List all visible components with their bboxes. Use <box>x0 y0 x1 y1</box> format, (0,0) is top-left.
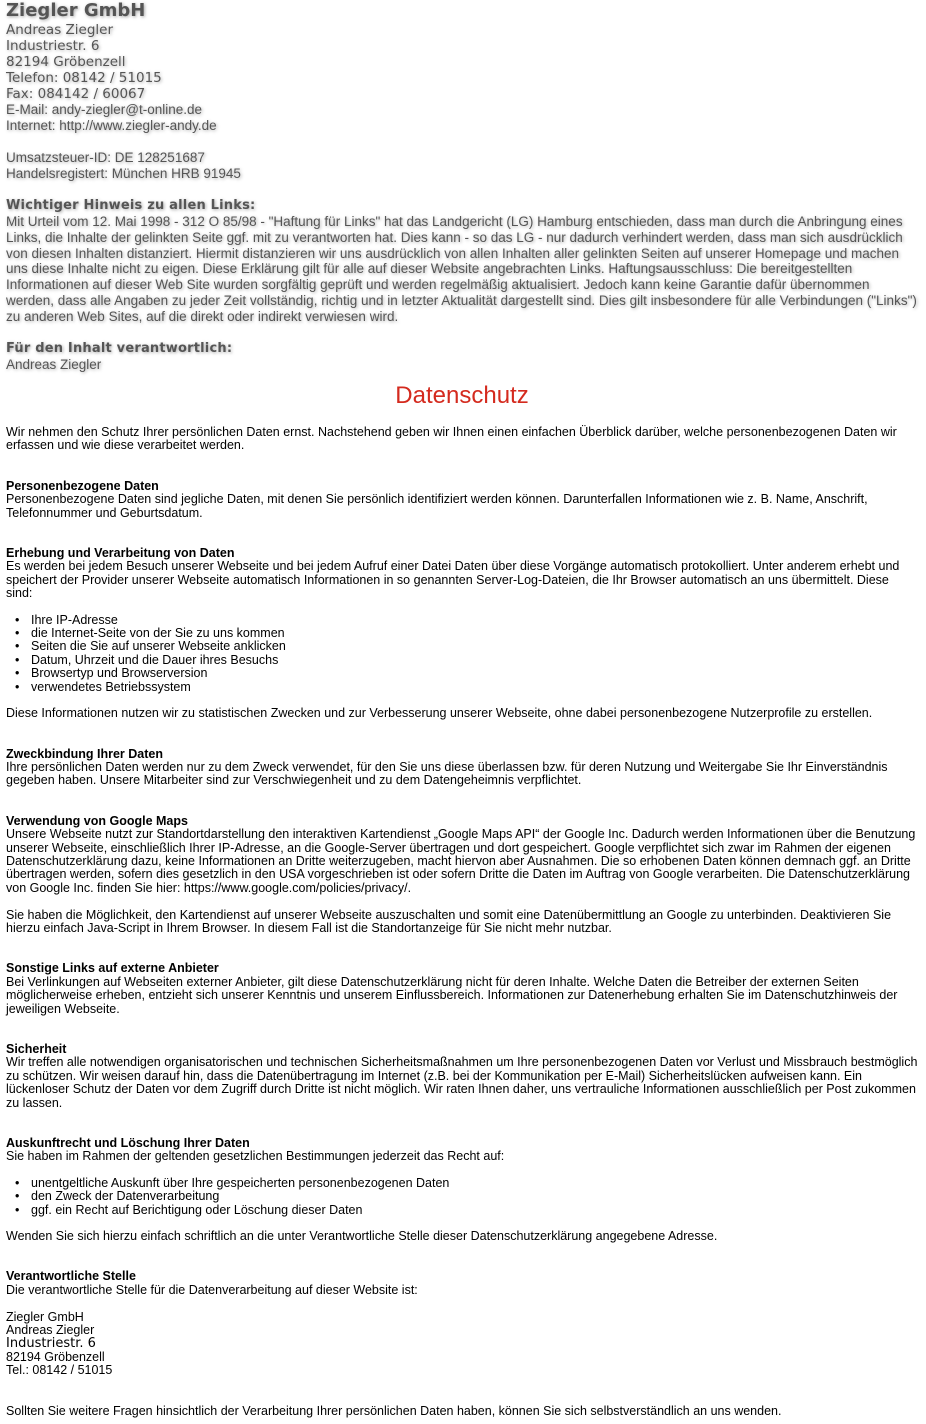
controller-city: 82194 Gröbenzell <box>6 1349 105 1364</box>
contact-name: Andreas Ziegler <box>6 22 113 38</box>
privacy-section <box>6 380 918 1418</box>
section-text: Ihre persönlichen Daten werden nur zu dem Zweck verwendet, für den Sie uns diese überlassen bzw. für deren Nutzung und Weitergabe Sie Ihr Einverständnis gegeben haben. Unsere Mitarbeiter sind zur Verschwiegenheit und zu dem Datengeheimnis verpflichtet. <box>6 759 888 788</box>
section-text: Sie haben im Rahmen der geltenden gesetzlichen Bestimmungen jederzeit das Recht auf: <box>6 1149 505 1164</box>
section-controller <box>6 1270 918 1377</box>
closing-text: Sollten Sie weitere Fragen hinsichtlich der Verarbeitung Ihrer persönlichen Daten haben, können Sie sich selbstverständlich an uns wenden. <box>6 1403 782 1418</box>
city-address: 82194 Gröbenzell <box>6 54 126 70</box>
section-rights <box>6 1137 918 1243</box>
section-text: Sie haben die Möglichkeit, den Kartendienst auf unserer Webseite auszuschalten und somit eine Datenübermittlung an Google zu unterbinden. Deaktivieren Sie hierzu einfach Java-Script in Ihrem Browser. In diesem Fall ist die Standortanzeige für Sie nicht mehr nutzbar. <box>6 907 892 935</box>
section-text: Wir treffen alle notwendigen organisatorischen und technischen Sicherheitsmaßnahmen um Ihre personenbezogenen Daten vor Verlust und Missbrauch bestmöglich zu schützen. Wir weisen darauf hin, dass die Datenübertragung im Internet (z.B. bei der Kommunikation per E-Mail) Sicherheitslücken aufweisen kann. Ein lückenloser Schutz der Daten vor dem Zugriff durch Dritte ist nicht möglich. Wir raten Ihnen daher, uns vertrauliche Informationen ausschließlich per Post zukommen zu lassen. <box>6 1055 918 1110</box>
privacy-heading: Datenschutz <box>395 382 529 409</box>
list-item: • verwendetes Betriebssystem <box>31 681 918 694</box>
section-title: Personenbezogene Daten <box>6 478 159 493</box>
fax-number: Fax: 084142 / 60067 <box>6 86 146 102</box>
internet-address: Internet: http://www.ziegler-andy.de <box>6 118 217 133</box>
section-security <box>6 1043 918 1110</box>
section-text: Unsere Webseite nutzt zur Standortdarstellung den interaktiven Kartendienst „Google Maps API“ der Google Inc. Dadurch werden Informationen über die Benutzung unserer Webseite, einschließlich Ihrer IP-Adresse, an die Google-Server übertragen und dort gespeichert. Google verpflichtet sich zwar im Rahmen der eigenen Datenschutzerklärung dazu, keine Informationen an Dritte weiterzugeben, macht hiervon aber Ausnahmen. Die so erhobenen Daten können demnach ggf. an Dritte übertragen werden, sofern dies gesetzlich in den USA vorgeschrieben ist oder sofern Dritte die Daten im Auftrag von Google verarbeiten. Die Datenschutzerklärung von Google Inc. finden Sie hier: https://www.google.com/policies/privacy/. <box>6 827 916 895</box>
list-item: • ggf. ein Recht auf Berichtigung oder Löschung dieser Daten <box>31 1204 918 1217</box>
email-address: E-Mail: andy-ziegler@t-online.de <box>6 102 203 117</box>
company-name: Ziegler GmbH <box>6 0 146 21</box>
list-item: • den Zweck der Datenverarbeitung <box>31 1190 918 1203</box>
link-notice-title: Wichtiger Hinweis zu allen Links: <box>6 198 256 213</box>
street-address: Industriestr. 6 <box>6 38 100 54</box>
section-text: Die verantwortliche Stelle für die Datenverarbeitung auf dieser Website ist: <box>6 1282 418 1297</box>
rights-list <box>6 1177 918 1217</box>
list-item: • Ihre IP-Adresse <box>31 614 918 627</box>
section-title: Verwendung von Google Maps <box>6 813 188 828</box>
commercial-register: Handelsregistert: München HRB 91945 <box>6 166 241 181</box>
responsible-name: Andreas Ziegler <box>6 356 102 372</box>
section-personal-data <box>6 480 918 520</box>
controller-name: Andreas Ziegler <box>6 1323 95 1338</box>
controller-phone: Tel.: 08142 / 51015 <box>6 1363 113 1378</box>
controller-company: Ziegler GmbH <box>6 1309 84 1324</box>
section-text: Diese Informationen nutzen wir zu statistischen Zwecken und zur Verbesserung unserer Webseite, ohne dabei personenbezogene Nutzerprofile zu erstellen. <box>6 706 873 721</box>
section-text: Wenden Sie sich hierzu einfach schriftlich an die unter Verantwortliche Stelle dieser Datenschutzerklärung angegebene Adresse. <box>6 1229 718 1244</box>
section-text: Es werden bei jedem Besuch unserer Webseite und bei jedem Aufruf einer Datei Daten über diese Vorgänge automatisch protokolliert. Unter anderem erhebt und speichert der Provider unserer Webseite automatisch Informationen in so genannten Server-Log-Dateien, die Ihr Browser automatisch an uns übermittelt. Diese sind: <box>6 559 900 601</box>
controller-street: Industriestr. 6 <box>6 1336 96 1352</box>
list-item: • unentgeltliche Auskunft über Ihre gespeicherten personenbezogenen Daten <box>31 1177 918 1190</box>
list-item: • Datum, Uhrzeit und die Dauer ihres Besuchs <box>31 654 918 667</box>
section-title: Sicherheit <box>6 1041 67 1056</box>
list-item: • Browsertyp und Browserversion <box>31 667 918 680</box>
section-text: Personenbezogene Daten sind jegliche Daten, mit denen Sie persönlich identifiziert werden können. Darunterfallen Informationen wie z. B. Name, Anschrift, Telefonnummer und Geburtsdatum. <box>6 492 868 520</box>
section-title: Auskunftrecht und Löschung Ihrer Daten <box>6 1136 250 1151</box>
collected-data-list <box>6 614 918 694</box>
phone-number: Telefon: 08142 / 51015 <box>6 70 162 86</box>
privacy-intro: Wir nehmen den Schutz Ihrer persönlichen Daten ernst. Nachstehend geben wir Ihnen einen einfachen Überblick darüber, welche personenbezogenen Daten wir erfassen und wie diese verarbeitet werden. <box>6 425 897 453</box>
section-purpose <box>6 748 918 788</box>
list-item: • die Internet-Seite von der Sie zu uns kommen <box>31 627 918 640</box>
section-external-links <box>6 962 918 1016</box>
section-data-collection <box>6 547 918 720</box>
list-item: • Seiten die Sie auf unserer Webseite anklicken <box>31 640 918 653</box>
section-title: Sonstige Links auf externe Anbieter <box>6 961 219 976</box>
imprint-block <box>6 0 920 373</box>
section-title: Verantwortliche Stelle <box>6 1269 136 1284</box>
section-text: Bei Verlinkungen auf Webseiten externer Anbieter, gilt diese Datenschutzerklärung nicht für deren Inhalte. Welche Daten die Betreiber der externen Seiten möglicherweise erheben, entzieht sich unserer Kenntnis und unserem Einflussbereich. Informationen zur Datenerhebung erhalten Sie im Datenschutzhinweis der jeweiligen Webseite. <box>6 974 898 1016</box>
vat-id: Umsatzsteuer-ID: DE 128251687 <box>6 150 205 165</box>
section-title: Erhebung und Verarbeitung von Daten <box>6 546 235 561</box>
section-title: Zweckbindung Ihrer Daten <box>6 746 163 761</box>
responsible-title: Für den Inhalt verantwortlich: <box>6 340 233 356</box>
link-notice-text: Mit Urteil vom 12. Mai 1998 - 312 O 85/98 - "Haftung für Links" hat das Landgericht (LG) Hamburg entschieden, dass man durch die Anbringung eines Links, die Inhalte der gelinkten Seite ggf. mit zu verantworten hat. Dies kann - so das LG - nur dadurch verhindert werden, dass man sich ausdrücklich von diesen Inhalten distanziert. Hiermit distanzieren wir uns ausdrücklich von allen Inhalten aller gelinkten Seiten auf unserer Homepage und machen uns diese Inhalte nicht zu eigen. Diese Erklärung gilt für alle auf dieser Website angebrachten Links. Haftungsausschluss: Die bereitgestellten Informationen auf dieser Web Site wurden sorgfältig geprüft und werden regelmäßig aktualisiert. Jedoch kann keine Garantie dafür übernommen werden, dass alle Angaben zu jeder Zeit vollständig, richtig und in letzter Aktualität dargestellt sind. Dies gilt insbesondere für alle Verbindungen ("Links") zu anderen Web Sites, auf die direkt oder indirekt verwiesen wird. <box>6 214 917 324</box>
section-google-maps <box>6 815 918 936</box>
